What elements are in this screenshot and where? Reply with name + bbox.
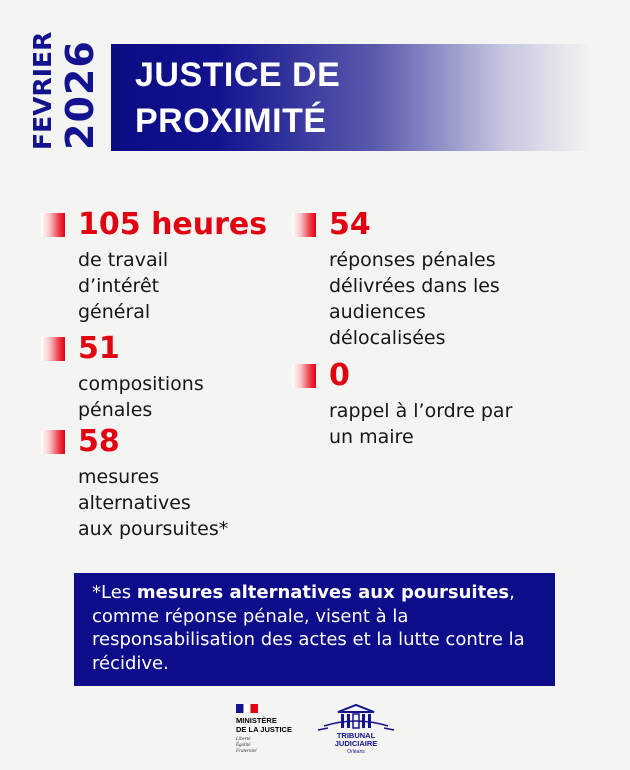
stat-compositions xyxy=(41,331,291,421)
stat-description xyxy=(329,398,512,450)
motto-line: Fraternité xyxy=(236,749,257,754)
stat-value: 105 heures xyxy=(78,207,268,242)
bullet-square-icon xyxy=(41,430,65,454)
stat-value: 51 xyxy=(78,331,120,366)
stat-penal-responses xyxy=(292,207,582,357)
stat-desc-line: compositions xyxy=(78,373,204,395)
stat-desc-line: de travail xyxy=(78,249,169,271)
stat-description xyxy=(78,464,228,542)
stat-desc-line: réponses pénales xyxy=(329,249,496,271)
title-banner xyxy=(111,44,591,151)
stat-value: 54 xyxy=(329,207,371,242)
stat-desc-line: général xyxy=(78,301,151,323)
bullet-square-icon xyxy=(292,213,316,237)
bullet-square-icon xyxy=(41,337,65,361)
stat-desc-line: mesures xyxy=(78,466,160,488)
tribunal-city: Orléans xyxy=(347,749,365,755)
stat-description xyxy=(329,247,500,351)
stat-desc-line: d’intérêt xyxy=(78,275,160,297)
stat-desc-line: délocalisées xyxy=(329,327,446,349)
stat-description xyxy=(78,247,168,325)
stat-value: 58 xyxy=(78,424,120,459)
ministry-name-line1: MINISTÈRE xyxy=(236,716,277,725)
date-year: 2026 xyxy=(58,40,102,150)
footnote-suffix: , comme réponse pénale, visent à la responsabilisation des actes et la lutte contre la récidive. xyxy=(92,582,525,674)
stat-desc-line: rappel à l’ordre par xyxy=(329,400,513,422)
footnote-emphasis: mesures alternatives aux poursuites xyxy=(136,582,510,603)
stat-desc-line: audiences xyxy=(329,301,426,323)
footnote-box xyxy=(74,573,555,686)
footnote-prefix: *Les xyxy=(92,582,137,603)
stat-desc-line: alternatives xyxy=(78,492,191,514)
ministry-name-line2: DE LA JUSTICE xyxy=(236,725,292,734)
bullet-square-icon xyxy=(292,364,316,388)
stat-mayor-recalls xyxy=(292,358,582,453)
ministry-logo xyxy=(234,700,300,760)
stat-alternative-measures xyxy=(41,424,291,544)
title-line-1: JUSTICE DE xyxy=(135,56,341,94)
date-block xyxy=(22,31,102,150)
stat-desc-line: un maire xyxy=(329,426,414,448)
footer-logos xyxy=(234,700,404,760)
title-line-2: PROXIMITÉ xyxy=(135,102,327,140)
stat-desc-line: pénales xyxy=(78,399,153,421)
marianne-flag-icon xyxy=(236,704,258,713)
date-month: FEVRIER xyxy=(28,31,57,150)
bullet-square-icon xyxy=(41,213,65,237)
stat-value: 0 xyxy=(329,358,350,393)
motto-line: Égalité xyxy=(236,743,251,748)
stat-tig-hours xyxy=(41,207,291,327)
stat-desc-line: délivrées dans les xyxy=(329,275,500,297)
motto-line: Liberté xyxy=(236,737,251,742)
courthouse-icon xyxy=(310,702,402,732)
stat-description xyxy=(78,371,204,423)
stat-desc-line: aux poursuites* xyxy=(78,518,229,540)
tribunal-name-line2: JUDICIAIRE xyxy=(334,739,378,748)
tribunal-logo xyxy=(310,702,402,758)
tribunal-name-line1: TRIBUNAL xyxy=(336,731,376,740)
